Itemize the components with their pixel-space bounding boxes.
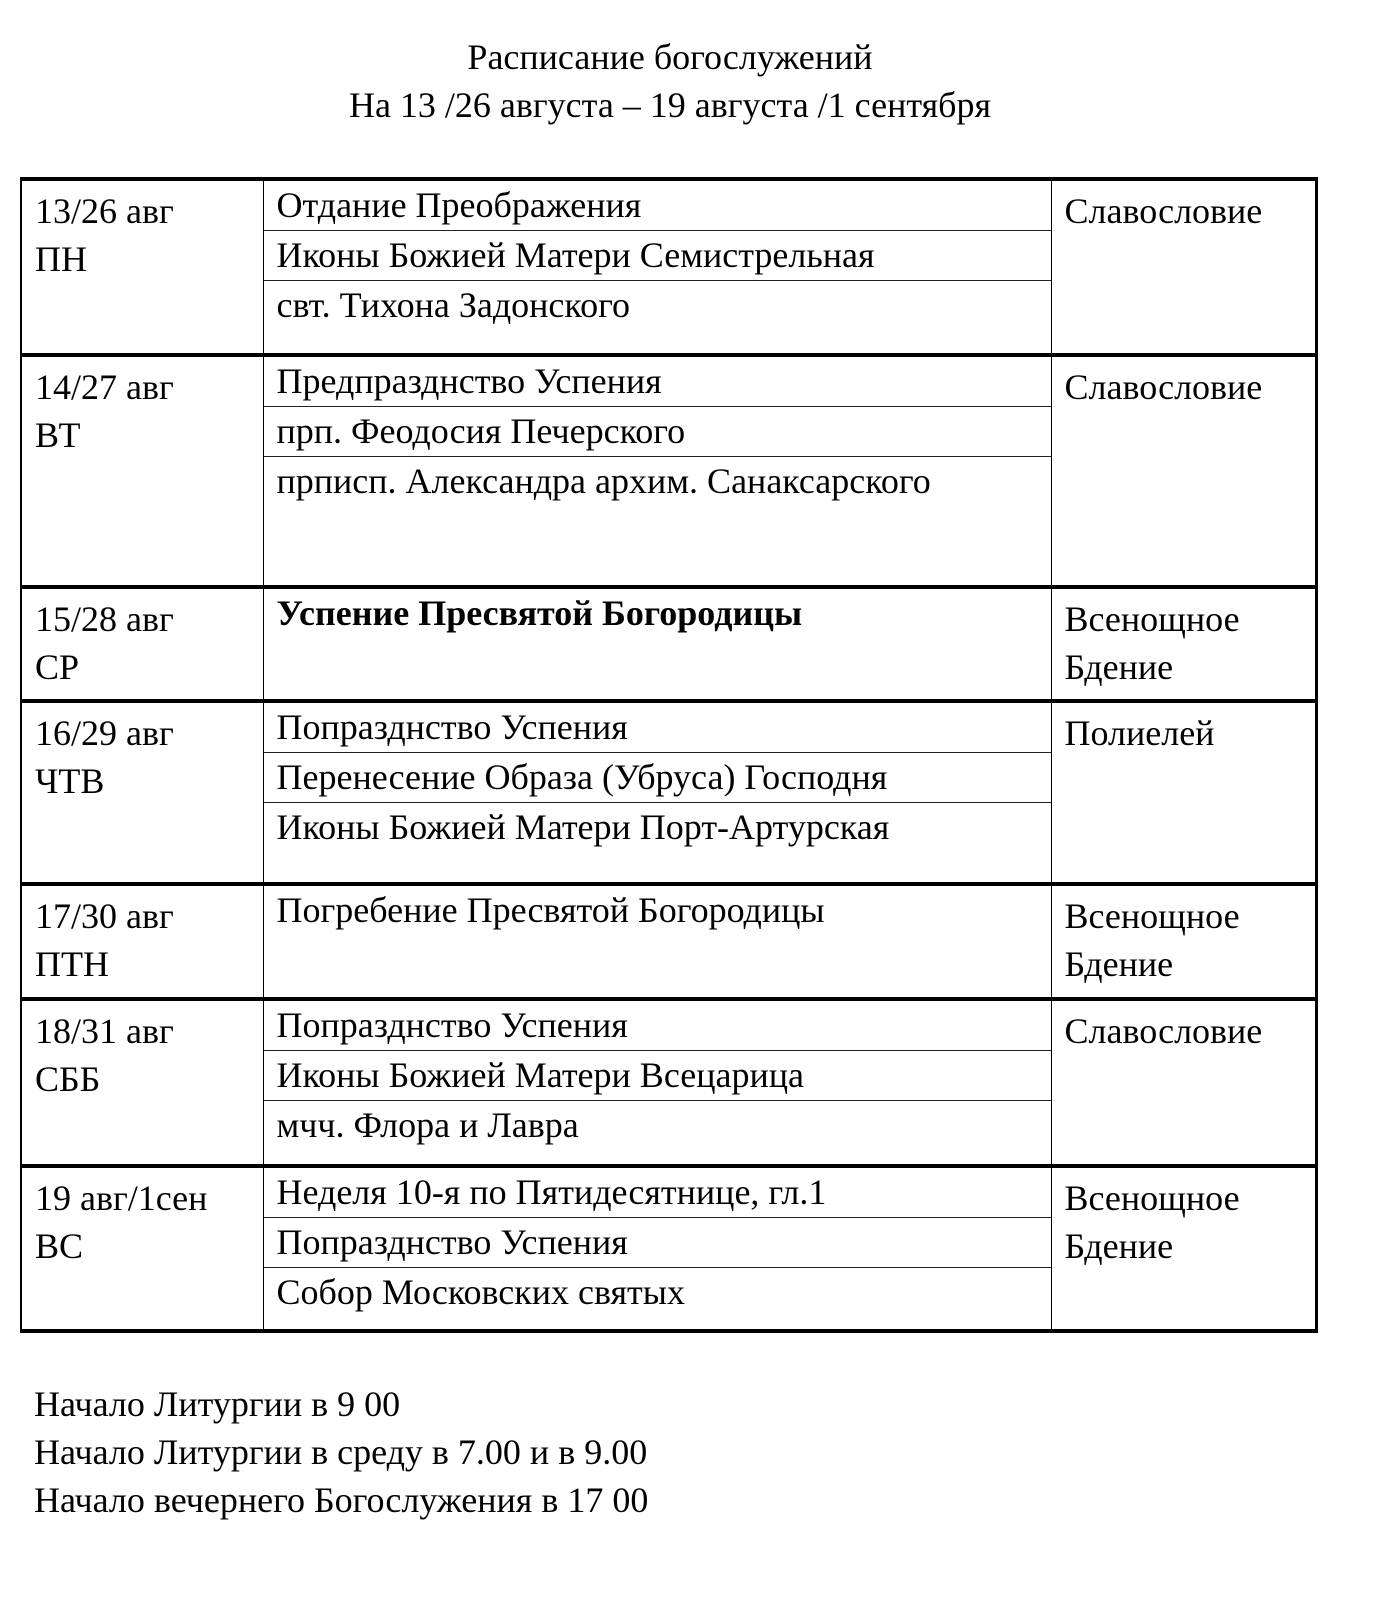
service-label: Полиелей — [1064, 713, 1215, 753]
service-type — [1051, 587, 1317, 701]
service-type — [1051, 1166, 1317, 1331]
event-item: мчч. Флора и Лавра — [276, 1105, 579, 1145]
weekday: ПН — [35, 239, 87, 279]
date: 18/31 авг — [35, 1011, 174, 1051]
event-item: Иконы Божией Матери Семистрельная — [264, 231, 1051, 281]
date-cell — [21, 355, 263, 587]
event-item: прп. Феодосия Печерского — [264, 407, 1051, 457]
schedule-row — [21, 884, 1317, 999]
date-cell — [21, 179, 263, 355]
note-evening-service: Начало вечернего Богослужения в 17 00 — [34, 1480, 649, 1520]
weekday: ВТ — [35, 415, 81, 455]
schedule-row — [21, 999, 1317, 1166]
event-item: Попразднство Успения — [264, 1218, 1051, 1268]
events-cell — [263, 999, 1051, 1166]
schedule-table — [20, 177, 1318, 1333]
date-cell — [21, 701, 263, 884]
event-item: Перенесение Образа (Убруса) Господня — [264, 753, 1051, 803]
page-title: Расписание богослужений — [467, 37, 873, 77]
service-type — [1051, 355, 1317, 587]
events-cell — [263, 701, 1051, 884]
schedule-row — [21, 1166, 1317, 1331]
schedule-row — [21, 701, 1317, 884]
event-item: Попразднство Успения — [264, 1001, 1051, 1051]
events-cell — [263, 355, 1051, 587]
date-cell — [21, 999, 263, 1166]
event-item: Попразднство Успения — [264, 703, 1051, 753]
event-item: Погребение Пресвятой Богородицы — [276, 890, 825, 930]
event-item: Отдание Преображения — [264, 181, 1051, 231]
weekday: ВС — [35, 1226, 84, 1266]
schedule-row — [21, 179, 1317, 355]
service-label: Всенощное Бдение — [1064, 1178, 1240, 1266]
service-label: Всенощное Бдение — [1064, 896, 1240, 984]
date: 14/27 авг — [35, 367, 174, 407]
service-type — [1051, 179, 1317, 355]
weekday: ПТН — [35, 944, 109, 984]
schedule-row — [21, 355, 1317, 587]
note-liturgy-wednesday: Начало Литургии в среду в 7.00 и в 9.00 — [34, 1432, 648, 1472]
service-label: Славословие — [1064, 367, 1263, 407]
date: 15/28 авг — [35, 599, 174, 639]
weekday: СББ — [35, 1059, 101, 1099]
date-cell — [21, 1166, 263, 1331]
service-type — [1051, 884, 1317, 999]
event-item: свт. Тихона Задонского — [276, 285, 630, 325]
events-cell — [263, 587, 1051, 701]
events-cell — [263, 179, 1051, 355]
event-item: Иконы Божией Матери Всецарица — [264, 1051, 1051, 1101]
service-label: Славословие — [1064, 1011, 1263, 1051]
events-cell — [263, 884, 1051, 999]
weekday: ЧТВ — [35, 761, 105, 801]
notes — [34, 1380, 648, 1524]
event-item: Успение Пресвятой Богородицы — [276, 593, 803, 633]
event-item: Иконы Божией Матери Порт-Артурская — [276, 807, 890, 847]
page-subtitle: На 13 /26 августа – 19 августа /1 сентября — [348, 85, 992, 125]
events-cell — [263, 1166, 1051, 1331]
date: 16/29 авг — [35, 713, 174, 753]
event-item: Неделя 10-я по Пятидесятнице, гл.1 — [264, 1168, 1051, 1218]
event-item: Предпразднство Успения — [264, 357, 1051, 407]
weekday: СР — [35, 647, 80, 687]
service-type — [1051, 999, 1317, 1166]
date-cell — [21, 884, 263, 999]
schedule-row — [21, 587, 1317, 701]
date: 17/30 авг — [35, 896, 174, 936]
date: 13/26 авг — [35, 191, 174, 231]
event-item: прписп. Александра архим. Санаксарского — [276, 461, 931, 501]
service-label: Всенощное Бдение — [1064, 599, 1240, 687]
service-type — [1051, 701, 1317, 884]
date: 19 авг/1сен — [35, 1178, 208, 1218]
note-liturgy: Начало Литургии в 9 00 — [34, 1384, 401, 1424]
service-label: Славословие — [1064, 191, 1263, 231]
event-item: Собор Московских святых — [276, 1272, 685, 1312]
date-cell — [21, 587, 263, 701]
